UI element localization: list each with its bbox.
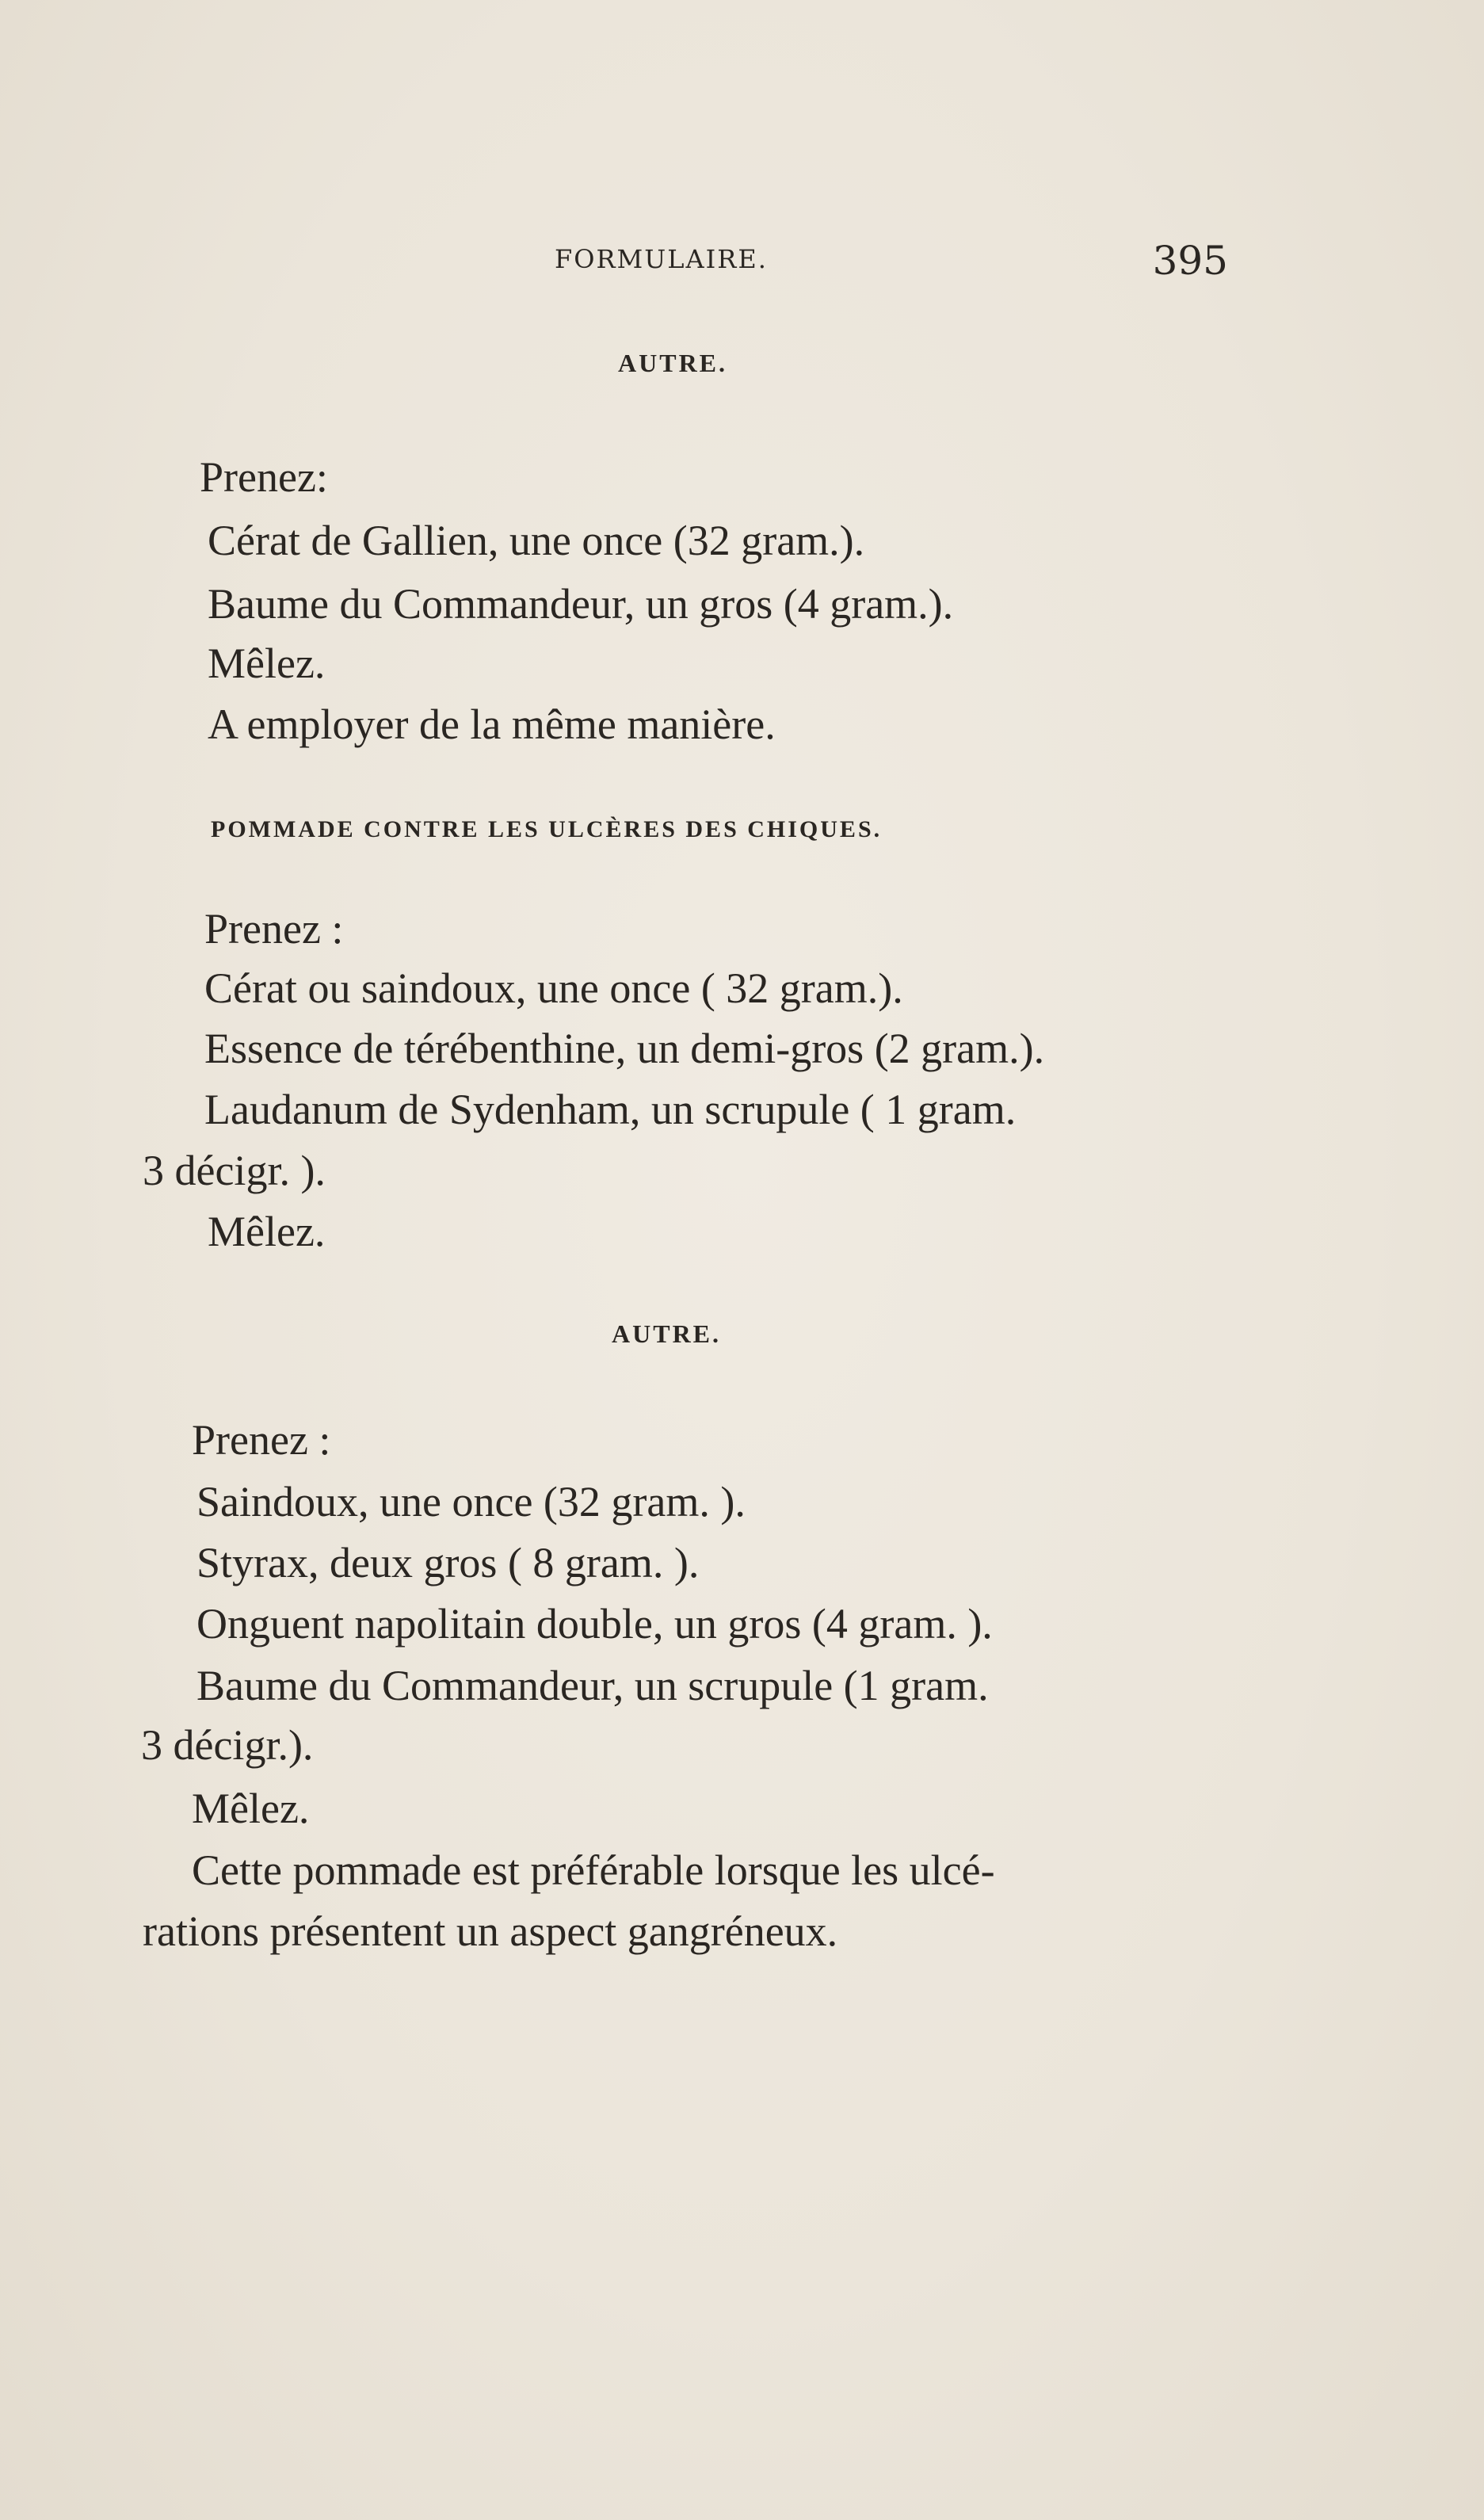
text-line: Mêlez. — [192, 1785, 310, 1832]
text-line: Prenez : — [192, 1416, 331, 1464]
text-line: Cette pommade est préférable lorsque les ulcé- — [192, 1846, 995, 1894]
text-line: Cérat ou saindoux, une once ( 32 gram.). — [204, 964, 903, 1012]
text-line: rations présentent un aspect gangréneux. — [143, 1907, 838, 1955]
text-line: A employer de la même manière. — [208, 701, 776, 748]
text-line: Laudanum de Sydenham, un scrupule ( 1 gram. — [204, 1086, 1017, 1133]
text-line: 3 décigr. ). — [143, 1147, 326, 1194]
text-line: Mêlez. — [208, 640, 326, 687]
section-heading: AUTRE. — [618, 349, 728, 377]
section-heading: POMMADE CONTRE LES ULCÈRES DES CHIQUES. — [211, 816, 883, 842]
section-heading: AUTRE. — [612, 1319, 722, 1348]
text-line: Prenez: — [200, 453, 328, 501]
text-line: Baume du Commandeur, un gros (4 gram.). — [208, 580, 954, 628]
page-number: 395 — [1152, 238, 1228, 284]
text-line: Mêlez. — [208, 1208, 326, 1255]
text-line: Essence de térébenthine, un demi-gros (2 gram.). — [204, 1025, 1045, 1072]
text-line: Baume du Commandeur, un scrupule (1 gram. — [196, 1662, 989, 1709]
running-title: FORMULAIRE. — [555, 244, 768, 274]
text-line: Prenez : — [204, 905, 344, 953]
text-line: Styrax, deux gros ( 8 gram. ). — [196, 1539, 700, 1586]
running-head — [555, 238, 1228, 285]
text-line: Saindoux, une once (32 gram. ). — [196, 1478, 746, 1525]
text-line: 3 décigr.). — [141, 1721, 314, 1769]
text-line: Cérat de Gallien, une once (32 gram.). — [208, 517, 865, 564]
text-line: Onguent napolitain double, un gros (4 gram. ). — [196, 1600, 993, 1648]
